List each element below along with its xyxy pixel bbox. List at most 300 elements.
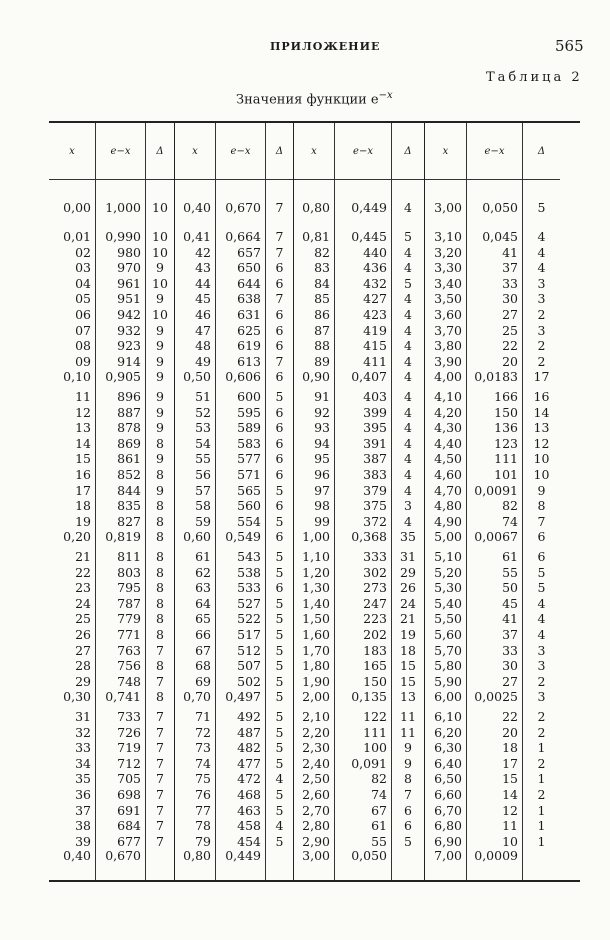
exp-value: 37 bbox=[502, 260, 518, 276]
x-value: 76 bbox=[195, 787, 211, 802]
exp-value: 756 bbox=[117, 658, 141, 674]
delta-value: 2 bbox=[537, 755, 546, 771]
x-value: 83 bbox=[314, 260, 330, 276]
delta-value: 9 bbox=[404, 755, 412, 771]
x-value: 34 bbox=[75, 755, 91, 771]
exp-value: 554 bbox=[237, 513, 261, 529]
exp-value: 779 bbox=[117, 611, 141, 627]
x-value: 49 bbox=[195, 353, 211, 369]
e-header: e−x bbox=[96, 123, 145, 180]
exp-value: 492 bbox=[237, 709, 261, 724]
x-value: 73 bbox=[195, 740, 211, 756]
delta-value: 4 bbox=[404, 467, 412, 482]
x-value: 48 bbox=[195, 338, 211, 354]
delta-value: 7 bbox=[156, 642, 164, 658]
x-value: 7,00 bbox=[434, 848, 462, 863]
e-column-4 bbox=[467, 123, 523, 880]
exp-value: 771 bbox=[117, 627, 141, 642]
exp-value: 0,045 bbox=[482, 229, 518, 244]
x-value: 5,40 bbox=[434, 595, 462, 611]
delta-value: 9 bbox=[537, 482, 546, 498]
delta-value: 5 bbox=[275, 833, 284, 849]
exp-value: 375 bbox=[363, 498, 387, 514]
exp-value: 600 bbox=[237, 389, 261, 404]
x-value: 2,90 bbox=[302, 833, 330, 849]
delta-value: 4 bbox=[404, 291, 412, 307]
delta-value: 7 bbox=[156, 740, 164, 756]
exp-value: 502 bbox=[237, 673, 261, 689]
delta-value: 5 bbox=[275, 673, 284, 689]
delta-value: 9 bbox=[156, 451, 164, 467]
delta-value: 4 bbox=[275, 818, 284, 834]
delta-value: 6 bbox=[275, 369, 284, 385]
delta-value: 5 bbox=[275, 482, 284, 498]
x-value: 08 bbox=[75, 338, 91, 354]
delta-value: 7 bbox=[404, 787, 412, 802]
delta-value: 4 bbox=[537, 229, 546, 244]
exp-value: 150 bbox=[363, 673, 387, 689]
exp-value: 0,0025 bbox=[474, 689, 518, 705]
delta-column-4 bbox=[523, 123, 560, 880]
exp-value: 25 bbox=[502, 322, 518, 338]
x-header: x bbox=[425, 123, 466, 180]
exp-value: 644 bbox=[237, 275, 261, 291]
x-value: 6,00 bbox=[434, 689, 462, 705]
exp-value: 20 bbox=[502, 724, 518, 740]
exp-value: 472 bbox=[237, 771, 261, 787]
exp-value: 27 bbox=[502, 307, 518, 322]
delta-value bbox=[266, 849, 293, 863]
exp-value: 787 bbox=[117, 595, 141, 611]
delta-value: 8 bbox=[537, 498, 546, 514]
exp-value: 387 bbox=[363, 451, 387, 467]
exponential-table bbox=[49, 121, 580, 882]
x-value: 5,90 bbox=[434, 673, 462, 689]
x-value: 51 bbox=[195, 389, 211, 404]
x-column-1 bbox=[49, 123, 96, 880]
delta-value: 7 bbox=[156, 787, 164, 802]
delta-value: 3 bbox=[537, 658, 546, 674]
delta-value: 31 bbox=[400, 549, 416, 564]
exp-value: 0,0091 bbox=[474, 482, 518, 498]
page-number: 565 bbox=[555, 37, 584, 55]
delta-value: 7 bbox=[156, 755, 164, 771]
x-value: 91 bbox=[314, 389, 330, 404]
x-value: 0,40 bbox=[183, 200, 211, 215]
x-value: 6,20 bbox=[434, 724, 462, 740]
delta-value: 5 bbox=[275, 513, 284, 529]
x-value: 3,00 bbox=[434, 200, 462, 215]
delta-value: 4 bbox=[537, 611, 546, 627]
exp-value: 923 bbox=[117, 338, 141, 354]
delta-value: 8 bbox=[156, 658, 164, 674]
exp-value: 0,050 bbox=[482, 200, 518, 215]
x-value: 4,40 bbox=[434, 435, 462, 451]
exp-value: 399 bbox=[363, 404, 387, 420]
x-value: 43 bbox=[195, 260, 211, 276]
delta-value: 7 bbox=[275, 229, 284, 244]
x-value: 97 bbox=[314, 482, 330, 498]
x-value: 3,10 bbox=[434, 229, 462, 244]
x-value: 32 bbox=[75, 724, 91, 740]
x-header: x bbox=[49, 123, 95, 180]
exp-value: 436 bbox=[363, 260, 387, 276]
x-value: 07 bbox=[75, 322, 91, 338]
x-value: 5,70 bbox=[434, 642, 462, 658]
x-value: 3,80 bbox=[434, 338, 462, 354]
x-value: 37 bbox=[75, 802, 91, 818]
x-column-2 bbox=[175, 123, 216, 880]
exp-value: 122 bbox=[363, 709, 387, 724]
delta-value: 3 bbox=[537, 689, 546, 705]
delta-value bbox=[523, 849, 560, 863]
exp-value: 507 bbox=[237, 658, 261, 674]
exp-value: 583 bbox=[237, 435, 261, 451]
x-value: 3,00 bbox=[302, 848, 330, 863]
delta-value: 6 bbox=[275, 451, 284, 467]
x-value: 1,60 bbox=[302, 627, 330, 642]
x-value: 42 bbox=[195, 244, 211, 260]
delta-value: 9 bbox=[404, 740, 412, 756]
delta-value: 8 bbox=[156, 529, 164, 545]
exp-value: 22 bbox=[502, 338, 518, 354]
delta-value: 4 bbox=[404, 307, 412, 322]
delta-value: 4 bbox=[537, 244, 546, 260]
delta-value: 5 bbox=[275, 787, 284, 802]
delta-value: 5 bbox=[275, 611, 284, 627]
x-value: 15 bbox=[75, 451, 91, 467]
delta-value: 12 bbox=[533, 435, 550, 451]
x-value: 29 bbox=[75, 673, 91, 689]
delta-value: 3 bbox=[537, 275, 546, 291]
exp-value: 111 bbox=[363, 724, 387, 740]
exp-value: 705 bbox=[117, 771, 141, 787]
delta-value: 8 bbox=[156, 689, 164, 705]
x-value: 67 bbox=[195, 642, 211, 658]
x-header: x bbox=[175, 123, 215, 180]
exp-value: 896 bbox=[117, 389, 141, 404]
x-value: 74 bbox=[195, 755, 211, 771]
exp-value: 61 bbox=[371, 818, 387, 834]
exp-value: 468 bbox=[237, 787, 261, 802]
exp-value: 403 bbox=[363, 389, 387, 404]
delta-value: 6 bbox=[275, 467, 284, 482]
exp-value: 74 bbox=[371, 787, 387, 802]
x-value: 19 bbox=[75, 513, 91, 529]
delta-value: 4 bbox=[404, 260, 412, 276]
exp-value: 166 bbox=[494, 389, 518, 404]
x-value: 0,60 bbox=[183, 529, 211, 545]
delta-value: 5 bbox=[275, 658, 284, 674]
exp-value: 372 bbox=[363, 513, 387, 529]
x-value: 93 bbox=[314, 420, 330, 436]
caption-text: Значения функции e bbox=[236, 92, 379, 108]
exp-value: 477 bbox=[237, 755, 261, 771]
exp-value: 0,368 bbox=[351, 529, 387, 545]
x-value: 2,00 bbox=[302, 689, 330, 705]
x-value: 0,80 bbox=[183, 848, 211, 863]
delta-value: 4 bbox=[404, 322, 412, 338]
exp-value: 613 bbox=[237, 353, 261, 369]
exp-value: 835 bbox=[117, 498, 141, 514]
table-label: Таблица 2 bbox=[486, 70, 583, 85]
table-caption bbox=[236, 90, 393, 107]
exp-value: 0,135 bbox=[351, 689, 387, 705]
exp-value: 10 bbox=[502, 833, 518, 849]
x-value: 75 bbox=[195, 771, 211, 787]
delta-value: 7 bbox=[275, 353, 284, 369]
exp-value: 458 bbox=[237, 818, 261, 834]
exp-value: 0,445 bbox=[351, 229, 387, 244]
exp-value: 712 bbox=[117, 755, 141, 771]
exp-value: 423 bbox=[363, 307, 387, 322]
delta-value: 5 bbox=[404, 833, 412, 849]
delta-value: 5 bbox=[275, 627, 284, 642]
x-value: 3,60 bbox=[434, 307, 462, 322]
delta-value: 10 bbox=[152, 307, 168, 322]
x-value: 0,30 bbox=[63, 689, 91, 705]
x-value: 0,81 bbox=[302, 229, 330, 244]
x-value: 64 bbox=[195, 595, 211, 611]
x-value: 5,60 bbox=[434, 627, 462, 642]
x-value: 1,30 bbox=[302, 580, 330, 596]
x-value: 33 bbox=[75, 740, 91, 756]
x-value: 45 bbox=[195, 291, 211, 307]
exp-value: 951 bbox=[117, 291, 141, 307]
delta-value: 4 bbox=[404, 338, 412, 354]
exp-value: 74 bbox=[502, 513, 518, 529]
x-value: 3,90 bbox=[434, 353, 462, 369]
delta-value: 3 bbox=[537, 642, 546, 658]
x-value: 28 bbox=[75, 658, 91, 674]
delta-value: 5 bbox=[275, 549, 284, 564]
x-value: 72 bbox=[195, 724, 211, 740]
x-value: 6,10 bbox=[434, 709, 462, 724]
x-value: 4,80 bbox=[434, 498, 462, 514]
x-value: 23 bbox=[75, 580, 91, 596]
x-value: 71 bbox=[195, 709, 211, 724]
x-value: 95 bbox=[314, 451, 330, 467]
x-value: 96 bbox=[314, 467, 330, 482]
x-value: 5,10 bbox=[434, 549, 462, 564]
delta-value: 6 bbox=[275, 498, 284, 514]
delta-value: 5 bbox=[275, 564, 284, 580]
exp-value: 0,741 bbox=[105, 689, 141, 705]
delta-value: 6 bbox=[275, 580, 284, 596]
exp-value: 27 bbox=[502, 673, 518, 689]
x-value: 2,60 bbox=[302, 787, 330, 802]
exp-value: 533 bbox=[237, 580, 261, 596]
exp-value: 12 bbox=[502, 802, 518, 818]
x-value: 4,20 bbox=[434, 404, 462, 420]
x-value: 6,30 bbox=[434, 740, 462, 756]
exp-value: 111 bbox=[494, 451, 518, 467]
exp-value: 223 bbox=[363, 611, 387, 627]
x-value: 62 bbox=[195, 564, 211, 580]
exp-value: 733 bbox=[117, 709, 141, 724]
x-value: 84 bbox=[314, 275, 330, 291]
delta-value: 8 bbox=[156, 513, 164, 529]
delta-value: 10 bbox=[152, 275, 168, 291]
exp-value: 691 bbox=[117, 802, 141, 818]
x-value: 2,70 bbox=[302, 802, 330, 818]
exp-value: 419 bbox=[363, 322, 387, 338]
x-value: 39 bbox=[75, 833, 91, 849]
delta-header: Δ bbox=[146, 123, 174, 180]
x-value: 86 bbox=[314, 307, 330, 322]
x-value: 54 bbox=[195, 435, 211, 451]
delta-value: 8 bbox=[156, 611, 164, 627]
exp-value: 0,050 bbox=[351, 848, 387, 863]
x-value: 5,00 bbox=[434, 529, 462, 545]
exp-value: 273 bbox=[363, 580, 387, 596]
x-value: 1,40 bbox=[302, 595, 330, 611]
delta-value: 17 bbox=[533, 369, 550, 385]
x-value: 88 bbox=[314, 338, 330, 354]
x-value: 44 bbox=[195, 275, 211, 291]
exp-value: 795 bbox=[117, 580, 141, 596]
exp-value: 411 bbox=[363, 353, 387, 369]
exp-value: 748 bbox=[117, 673, 141, 689]
exp-value: 82 bbox=[371, 771, 387, 787]
x-value: 59 bbox=[195, 513, 211, 529]
x-value: 52 bbox=[195, 404, 211, 420]
x-value: 56 bbox=[195, 467, 211, 482]
delta-value: 8 bbox=[156, 564, 164, 580]
exp-value: 37 bbox=[502, 627, 518, 642]
delta-value: 7 bbox=[275, 244, 284, 260]
x-value: 0,40 bbox=[63, 848, 91, 863]
delta-value: 7 bbox=[156, 724, 164, 740]
exp-value: 0,091 bbox=[351, 755, 387, 771]
exp-value: 970 bbox=[117, 260, 141, 276]
exp-value: 980 bbox=[117, 244, 141, 260]
x-value: 14 bbox=[75, 435, 91, 451]
exp-value: 101 bbox=[494, 467, 518, 482]
exp-value: 67 bbox=[371, 802, 387, 818]
delta-value: 8 bbox=[156, 435, 164, 451]
exp-value: 631 bbox=[237, 307, 261, 322]
exp-value: 861 bbox=[117, 451, 141, 467]
x-value: 3,50 bbox=[434, 291, 462, 307]
exp-value: 379 bbox=[363, 482, 387, 498]
x-value: 5,50 bbox=[434, 611, 462, 627]
x-value: 0,20 bbox=[63, 529, 91, 545]
exp-value: 61 bbox=[502, 549, 518, 564]
x-value: 2,30 bbox=[302, 740, 330, 756]
exp-value: 0,905 bbox=[105, 369, 141, 385]
exp-value: 517 bbox=[237, 627, 261, 642]
delta-value: 7 bbox=[156, 818, 164, 834]
x-value: 31 bbox=[75, 709, 91, 724]
delta-value: 8 bbox=[156, 498, 164, 514]
exp-value: 487 bbox=[237, 724, 261, 740]
x-value: 0,10 bbox=[63, 369, 91, 385]
exp-value: 50 bbox=[502, 580, 518, 596]
exp-value: 763 bbox=[117, 642, 141, 658]
exp-value: 512 bbox=[237, 642, 261, 658]
exp-value: 522 bbox=[237, 611, 261, 627]
delta-value: 4 bbox=[537, 595, 546, 611]
delta-value: 6 bbox=[537, 529, 546, 545]
delta-value: 7 bbox=[156, 709, 164, 724]
x-value: 85 bbox=[314, 291, 330, 307]
x-value: 4,90 bbox=[434, 513, 462, 529]
exp-value: 0,549 bbox=[225, 529, 261, 545]
delta-value: 1 bbox=[537, 802, 546, 818]
exp-value: 803 bbox=[117, 564, 141, 580]
x-value: 24 bbox=[75, 595, 91, 611]
delta-value bbox=[392, 849, 424, 863]
delta-value: 9 bbox=[156, 353, 164, 369]
delta-value: 11 bbox=[400, 724, 416, 740]
x-value: 47 bbox=[195, 322, 211, 338]
delta-value: 1 bbox=[537, 818, 546, 834]
x-column-3 bbox=[294, 123, 335, 880]
delta-value: 4 bbox=[404, 404, 412, 420]
exp-value: 0,449 bbox=[351, 200, 387, 215]
delta-value bbox=[146, 849, 174, 863]
delta-value: 4 bbox=[404, 244, 412, 260]
delta-value: 7 bbox=[156, 673, 164, 689]
delta-value: 13 bbox=[533, 420, 550, 436]
delta-column-3 bbox=[392, 123, 425, 880]
delta-value: 4 bbox=[537, 260, 546, 276]
delta-value: 10 bbox=[533, 451, 550, 467]
exp-value: 33 bbox=[502, 642, 518, 658]
exp-value: 55 bbox=[371, 833, 387, 849]
x-value: 6,60 bbox=[434, 787, 462, 802]
delta-value: 4 bbox=[404, 369, 412, 385]
delta-value: 4 bbox=[404, 420, 412, 436]
x-value: 98 bbox=[314, 498, 330, 514]
x-value: 5,20 bbox=[434, 564, 462, 580]
x-value: 6,70 bbox=[434, 802, 462, 818]
delta-column-1 bbox=[146, 123, 175, 880]
exp-value: 100 bbox=[363, 740, 387, 756]
delta-value: 24 bbox=[400, 595, 416, 611]
x-value: 3,70 bbox=[434, 322, 462, 338]
x-value: 3,40 bbox=[434, 275, 462, 291]
exp-value: 395 bbox=[363, 420, 387, 436]
x-value: 3,30 bbox=[434, 260, 462, 276]
exp-value: 527 bbox=[237, 595, 261, 611]
exp-value: 0,664 bbox=[225, 229, 261, 244]
delta-value: 7 bbox=[156, 802, 164, 818]
x-value: 25 bbox=[75, 611, 91, 627]
x-value: 5,30 bbox=[434, 580, 462, 596]
exp-value: 595 bbox=[237, 404, 261, 420]
delta-value: 8 bbox=[156, 549, 164, 564]
delta-value: 9 bbox=[156, 338, 164, 354]
delta-value: 1 bbox=[537, 771, 546, 787]
exp-value: 33 bbox=[502, 275, 518, 291]
exp-value: 844 bbox=[117, 482, 141, 498]
delta-value: 18 bbox=[400, 642, 416, 658]
exp-value: 0,407 bbox=[351, 369, 387, 385]
exp-value: 560 bbox=[237, 498, 261, 514]
exp-value: 14 bbox=[502, 787, 518, 802]
x-value: 35 bbox=[75, 771, 91, 787]
delta-value: 8 bbox=[156, 595, 164, 611]
x-value: 0,50 bbox=[183, 369, 211, 385]
x-value: 1,80 bbox=[302, 658, 330, 674]
exp-value: 677 bbox=[117, 833, 141, 849]
x-value: 27 bbox=[75, 642, 91, 658]
exp-value: 30 bbox=[502, 291, 518, 307]
exp-value: 914 bbox=[117, 353, 141, 369]
delta-value: 4 bbox=[404, 435, 412, 451]
